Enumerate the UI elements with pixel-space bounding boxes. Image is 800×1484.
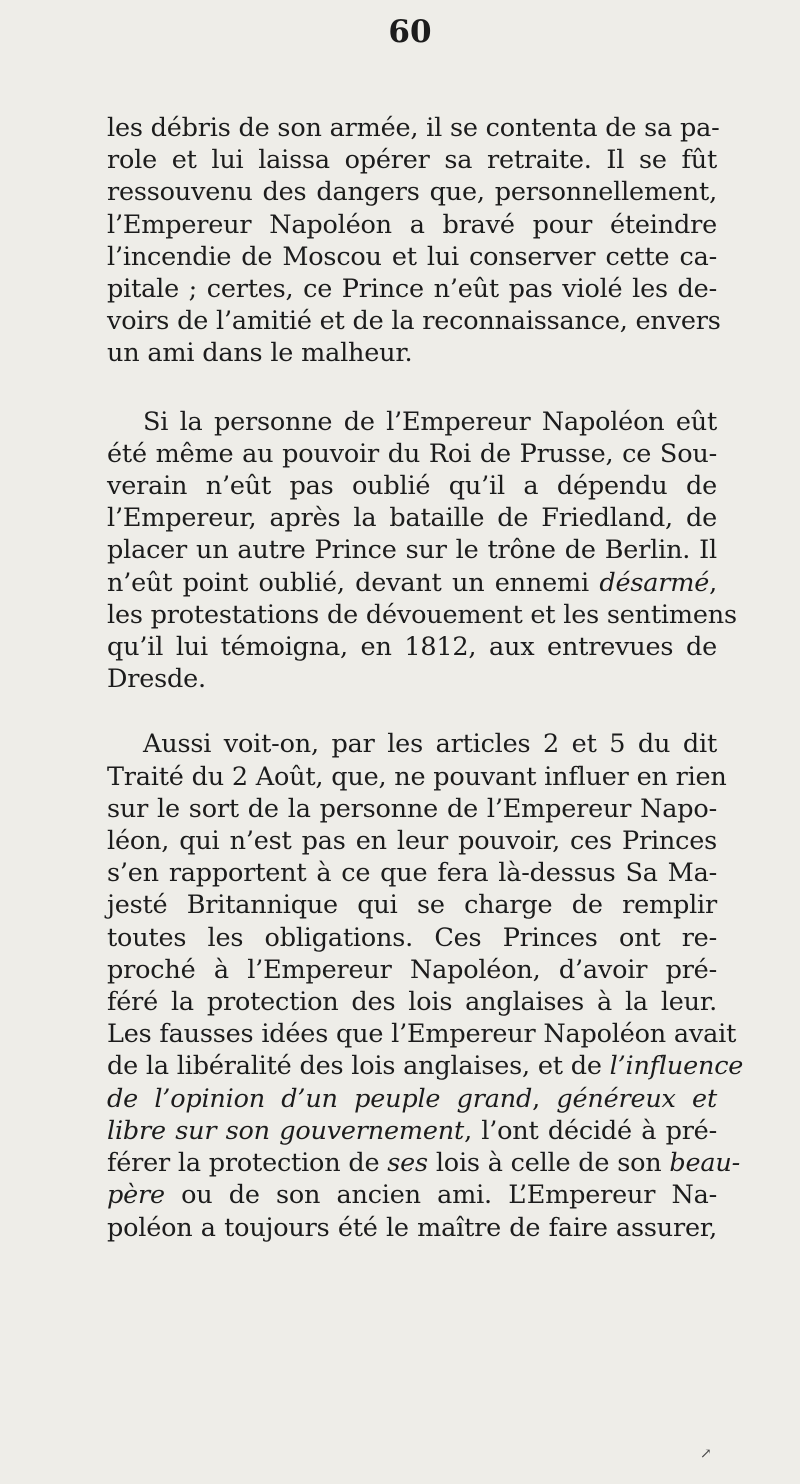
italic-text: de l’opinion d’un peuple grand (107, 1083, 533, 1114)
text-line: l’incendie de Moscou et lui conserver cette ca- (107, 241, 717, 272)
text-line: proché à l’Empereur Napoléon, d’avoir pré- (107, 954, 717, 985)
italic-text: beau- (669, 1148, 741, 1179)
text-line: role et lui laissa opérer sa retraite. Il se fût (107, 145, 717, 176)
text-line: s’en rapportent à ce que fera là-dessus Sa Ma- (107, 858, 717, 889)
text-line: poléon a toujours été le maître de faire assurer, (107, 1212, 717, 1243)
text-line: un ami dans le malheur. (107, 338, 413, 369)
text-line: qu’il lui témoigna, en 1812, aux entrevues de (107, 632, 717, 663)
italic-text: généreux et (556, 1083, 717, 1114)
text-line: libre sur son gouvernement, l’ont décidé à pré- (107, 1115, 717, 1146)
text-line: férer la protection de ses lois à celle de son beau- (107, 1148, 741, 1179)
body-text (107, 112, 744, 1244)
text-line: jesté Britannique qui se charge de remplir (107, 890, 717, 921)
italic-text: l’influence (609, 1051, 744, 1082)
paragraph-2 (107, 406, 737, 696)
text-line: Traité du 2 Août, que, ne pouvant influer en rien (107, 761, 727, 792)
text-line: les débris de son armée, il se contenta de sa pa- (107, 113, 720, 143)
text-line: Dresde. (107, 664, 206, 695)
text-line: toutes les obligations. Ces Princes ont re- (107, 922, 717, 953)
italic-text: désarmé (599, 567, 710, 598)
text-line: été même au pouvoir du Roi de Prusse, ce Sou- (107, 438, 717, 469)
text-line: verain n’eût pas oublié qu’il a dépendu de (107, 471, 717, 502)
page-number: 60 (388, 14, 432, 50)
text-line: voirs de l’amitié et de la reconnaissance, envers (107, 306, 721, 337)
italic-text: ses (387, 1148, 428, 1179)
text-line: féré la protection des lois anglaises à la leur. (107, 987, 717, 1018)
text-line: de l’opinion d’un peuple grand, généreux et (107, 1083, 717, 1114)
ink-mark: ↗ (700, 1446, 712, 1462)
italic-text: père (107, 1180, 165, 1211)
text-line: placer un autre Prince sur le trône de Berlin. Il (107, 535, 717, 566)
text-line: Si la personne de l’Empereur Napoléon eût (143, 406, 717, 437)
text-line: sur le sort de la personne de l’Empereur Napo- (107, 793, 717, 824)
text-line: l’Empereur Napoléon a bravé pour éteindre (107, 209, 717, 240)
text-line: l’Empereur, après la bataille de Friedland, de (107, 503, 717, 534)
paragraph-1 (107, 112, 721, 370)
text-line: Aussi voit-on, par les articles 2 et 5 du dit (143, 729, 717, 760)
text-line: n’eût point oublié, devant un ennemi désarmé, (107, 567, 717, 598)
text-line: ressouvenu des dangers que, personnellement, (107, 177, 717, 208)
text-line: les protestations de dévouement et les sentimens (107, 599, 737, 630)
text-line: léon, qui n’est pas en leur pouvoir, ces Princes (107, 826, 717, 857)
text-line: pitale ; certes, ce Prince n’eût pas violé les de- (107, 274, 717, 305)
text-line: Les fausses idées que l’Empereur Napoléon avait (107, 1019, 737, 1050)
text-line: père ou de son ancien ami. L’Empereur Na- (107, 1180, 717, 1211)
paragraph-3 (107, 728, 744, 1243)
italic-text: libre sur son gouvernement (107, 1115, 465, 1146)
text-line: de la libéralité des lois anglaises, et de l’influence (107, 1051, 744, 1082)
